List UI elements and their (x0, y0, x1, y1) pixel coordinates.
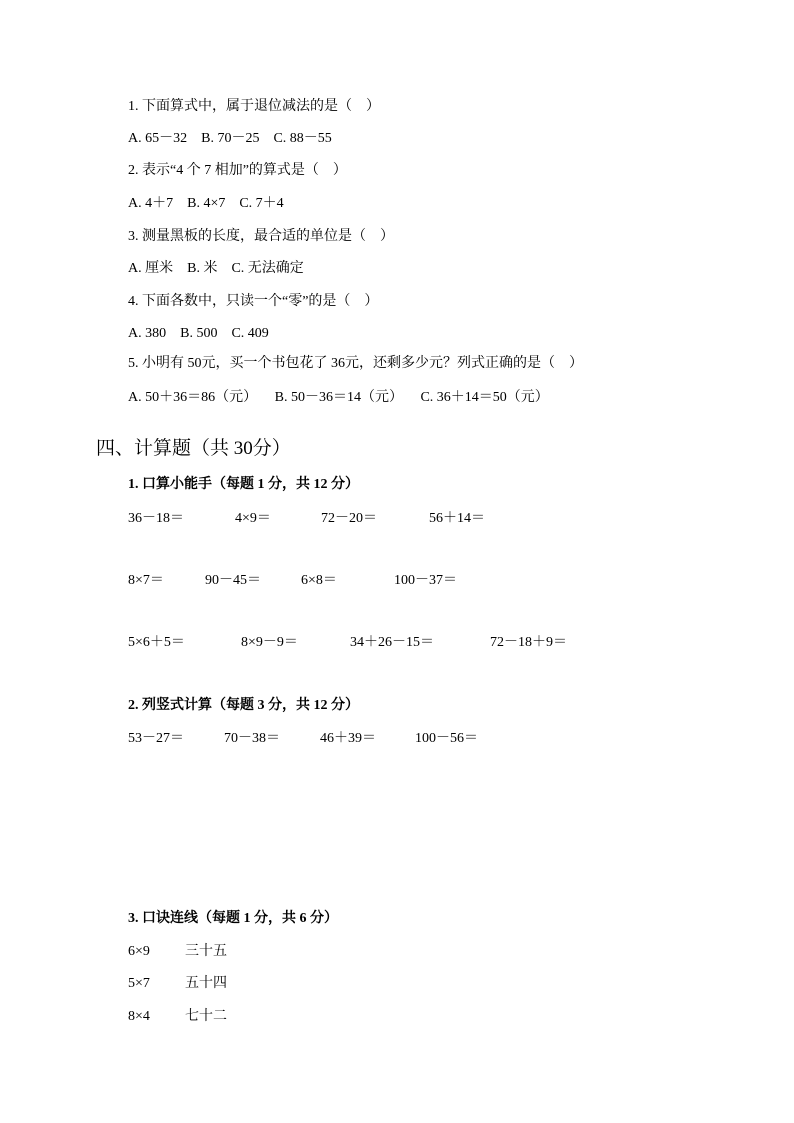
expression: 100－56＝ (415, 731, 478, 746)
expression: 36－18＝ (128, 511, 184, 526)
expression: 72－20＝ (321, 511, 377, 526)
expression: 4×9＝ (235, 511, 271, 526)
question-1-options: A. 65－32 B. 70－25 C. 88－55 (128, 131, 332, 146)
part-2-title: 2. 列竖式计算（每题 3 分，共 12 分） (128, 698, 359, 713)
expression: 5×6＋5＝ (128, 635, 185, 650)
match-right-item: 七十二 (185, 1009, 227, 1024)
expression: 8×7＝ (128, 573, 164, 588)
question-2: 2. 表示“4 个 7 相加”的算式是（ ） (128, 163, 347, 178)
expression: 90－45＝ (205, 573, 261, 588)
expression: 46＋39＝ (320, 731, 376, 746)
match-left-item: 6×9 (128, 944, 150, 959)
question-5: 5. 小明有 50元，买一个书包花了 36元，还剩多少元？列式正确的是（ ） (128, 356, 583, 371)
section-title: 四、计算题（共 30分） (96, 438, 291, 459)
question-3-options: A. 厘米 B. 米 C. 无法确定 (128, 261, 304, 276)
expression: 53－27＝ (128, 731, 184, 746)
expression: 34＋26－15＝ (350, 635, 434, 650)
question-2-options: A. 4＋7 B. 4×7 C. 7＋4 (128, 196, 284, 211)
match-left-item: 5×7 (128, 976, 150, 991)
expression: 56＋14＝ (429, 511, 485, 526)
match-right-item: 五十四 (185, 976, 227, 991)
expression: 6×8＝ (301, 573, 337, 588)
question-1: 1. 下面算式中，属于退位减法的是（ ） (128, 99, 380, 114)
match-left-item: 8×4 (128, 1009, 150, 1024)
match-right-item: 三十五 (185, 944, 227, 959)
part-1-title: 1. 口算小能手（每题 1 分，共 12 分） (128, 477, 359, 492)
question-5-options: A. 50＋36＝86（元） B. 50－36＝14（元） C. 36＋14＝50（元） (128, 390, 549, 405)
question-4: 4. 下面各数中，只读一个“零”的是（ ） (128, 294, 379, 309)
question-4-options: A. 380 B. 500 C. 409 (128, 326, 269, 341)
question-3: 3. 测量黑板的长度，最合适的单位是（ ） (128, 229, 394, 244)
expression: 100－37＝ (394, 573, 457, 588)
part-3-title: 3. 口诀连线（每题 1 分，共 6 分） (128, 911, 338, 926)
expression: 8×9－9＝ (241, 635, 298, 650)
expression: 70－38＝ (224, 731, 280, 746)
expression: 72－18＋9＝ (490, 635, 567, 650)
